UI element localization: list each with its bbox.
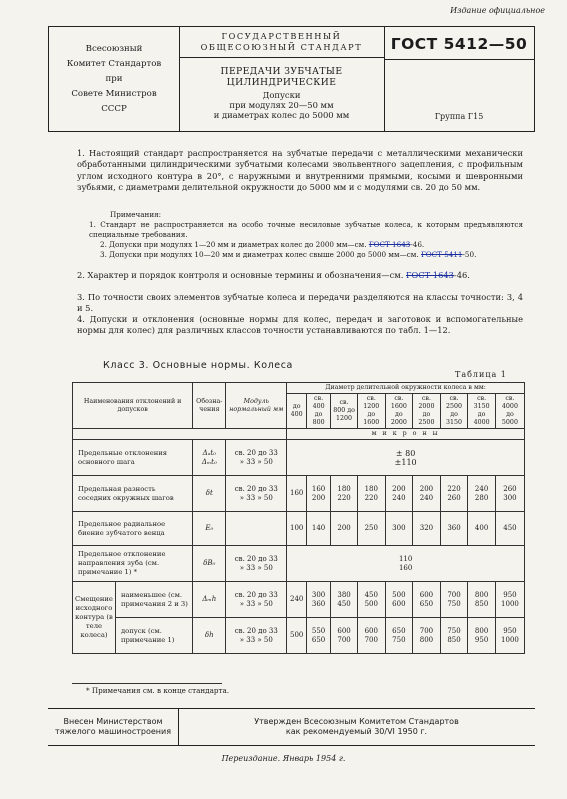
table-row: [73, 512, 525, 546]
units-row: [73, 429, 525, 440]
row-value: 320: [413, 512, 441, 546]
row-symbol: δh: [193, 618, 226, 654]
paragraph-3: 3. По точности своих элементов зубчатые колеса и передачи разделяются на классы точности: 3, 4 и 5.: [77, 292, 523, 314]
row-value: 200 240: [385, 476, 413, 512]
subtitle-line: Допуски: [262, 90, 301, 100]
row-value: 200: [331, 512, 358, 546]
row-value: 450: [495, 512, 524, 546]
row-value: 600 700: [358, 618, 386, 654]
table-row: [73, 618, 525, 654]
footnote-divider: [72, 683, 222, 684]
diameter-col: св. 4000 до 5000: [495, 394, 524, 429]
authority-line: Комитет Стандартов: [66, 58, 162, 69]
tolerance-table: [72, 382, 525, 654]
row-value: 300 360: [307, 582, 331, 618]
document-subtitle: [179, 90, 384, 120]
row-value: 300: [385, 512, 413, 546]
footnote: * Примечания см. в конце стандарта.: [86, 686, 230, 695]
table-header-row: [73, 383, 525, 394]
row-value: 250: [358, 512, 386, 546]
row-symbol: Δₐt₀ Δₘt₀: [193, 440, 226, 476]
subtitle-line: при модулях 20—50 мм: [229, 100, 334, 110]
footer-line: Утвержден Всесоюзным Комитетом Стандартов: [254, 717, 459, 726]
table-label: Таблица 1: [455, 370, 507, 379]
row-module: св. 20 до 33 » 33 » 50: [226, 546, 287, 582]
row-value: 240 280: [468, 476, 496, 512]
footer-line: Внесен Министерством: [63, 717, 163, 726]
diameter-col: св. 800 до 1200: [331, 394, 358, 429]
row-name: допуск (см. примечание 1): [115, 618, 192, 654]
note-3: [100, 250, 523, 260]
row-value: 600 700: [331, 618, 358, 654]
row-value: 160 200: [307, 476, 331, 512]
reprint-note: Переиздание. Январь 1954 г.: [221, 754, 346, 763]
paragraph-2-text: 2. Характер и порядок контроля и основные термины и обозначения—см.: [77, 270, 406, 280]
header-diameter: Диаметр делительной окружности колеса в мм:: [287, 383, 525, 394]
class-title: Класс 3. Основные нормы. Колеса: [103, 360, 293, 371]
row-value: 220 260: [440, 476, 468, 512]
note-3-year: -50.: [462, 250, 477, 259]
edition-label: Издание официальное: [450, 6, 545, 15]
row-value: 700 800: [413, 618, 441, 654]
gost-reference-link[interactable]: ГОСТ 1643: [405, 270, 454, 280]
row-module: св. 20 до 33 » 33 » 50: [226, 582, 287, 618]
row-value: 180 220: [331, 476, 358, 512]
note-2-text: 2. Допуски при модулях 1—20 мм и диаметрах колес до 2000 мм—см.: [100, 240, 369, 249]
table-row: [73, 440, 525, 476]
note-1: 1. Стандарт не распространяется на особо точные несиловые зубчатые колеса, к которым предъявляются специальные требования.: [89, 220, 523, 239]
standard-type: [179, 27, 384, 58]
row-name: Предельная разность соседних окружных шагов: [73, 476, 193, 512]
paragraph-2: [77, 270, 523, 281]
document-header: [48, 26, 535, 132]
units-microns: м и к р о н ы: [287, 429, 525, 440]
row-symbol: E₀: [193, 512, 226, 546]
row-value: 750 850: [440, 618, 468, 654]
row-value: 180 220: [358, 476, 386, 512]
authority-line: СССР: [101, 103, 127, 114]
diameter-col: св. 3150 до 4000: [468, 394, 496, 429]
row-value: 700 750: [440, 582, 468, 618]
row-value: 160: [287, 476, 307, 512]
table-row: [73, 546, 525, 582]
row-name: Предельные отклонения основного шага: [73, 440, 193, 476]
diameter-col: до 400: [287, 394, 307, 429]
footer-line: тяжелого машиностроения: [54, 727, 172, 736]
gost-reference-link[interactable]: ГОСТ 1643: [368, 240, 411, 249]
standard-title-block: [179, 27, 385, 131]
row-value: 950 1000: [495, 582, 524, 618]
gost-reference-link[interactable]: ГОСТ 5411: [420, 250, 463, 259]
note-2: [100, 240, 523, 250]
diameter-col: св. 400 до 800: [307, 394, 331, 429]
row-value: 800 950: [468, 618, 496, 654]
row-value: 260 300: [495, 476, 524, 512]
row-value: 500: [287, 618, 307, 654]
row-name: Предельное отклонение направления зуба (см. примечание 1) *: [73, 546, 193, 582]
row-value: 360: [440, 512, 468, 546]
row-value: 650 750: [385, 618, 413, 654]
note-2-year: -46.: [410, 240, 425, 249]
gost-number: ГОСТ 5412—50: [384, 27, 534, 60]
header-name: Наименования отклонений и допусков: [73, 383, 193, 429]
row-symbol: δt: [193, 476, 226, 512]
header-module: Модуль нормальный мм: [226, 383, 287, 429]
document-title: [179, 66, 384, 88]
row-value: 140: [307, 512, 331, 546]
footer-approved: [178, 709, 535, 745]
diameter-col: св. 1600 до 2000: [385, 394, 413, 429]
row-name: Предельное радиальное биение зубчатого венца: [73, 512, 193, 546]
header-symbol: Обозна-чения: [193, 383, 226, 429]
row-module: [226, 512, 287, 546]
row-value: 600 650: [413, 582, 441, 618]
diameter-col: св. 1200 до 1600: [358, 394, 386, 429]
footer-line: как рекомендуемый 30/VI 1950 г.: [285, 727, 428, 736]
row-value: 400: [468, 512, 496, 546]
standard-type-line: ОБЩЕСОЮЗНЫЙ СТАНДАРТ: [200, 42, 363, 52]
authority-line: при: [105, 73, 123, 84]
diameter-col: св. 2000 до 2500: [413, 394, 441, 429]
notes-title: Примечания:: [110, 210, 162, 219]
row-name: наименьшее (см. примечания 2 и 3): [115, 582, 192, 618]
paragraph-1: 1. Настоящий стандарт распространяется на зубчатые передачи с металлическими механически обработанными цилиндрическими зубчатыми колесами эвольвентного зацепления, с профильным углом исходного контура в 20°, с наружными и внутренними прямыми, косыми и шевронными зубьями, с диаметрами делительной окружности до 5000 мм и с модулями св. 20 до 50 мм.: [77, 148, 523, 193]
row-value: ± 80 ±110: [287, 440, 525, 476]
authority-line: Совете Министров: [71, 88, 157, 99]
row-value: 110 160: [287, 546, 525, 582]
issuing-authority: [49, 27, 180, 131]
row-value: 500 600: [385, 582, 413, 618]
row-value: 800 850: [468, 582, 496, 618]
row-value: 240: [287, 582, 307, 618]
paragraph-2-year: -46.: [453, 270, 470, 280]
diameter-col: св. 2500 до 3150: [440, 394, 468, 429]
footer-submitted: [48, 709, 179, 745]
group-label: Смещение исходного контура (в теле колеса): [73, 582, 116, 654]
row-symbol: Δₘh: [193, 582, 226, 618]
row-module: св. 20 до 33 » 33 » 50: [226, 440, 287, 476]
row-value: 950 1000: [495, 618, 524, 654]
table-row: [73, 582, 525, 618]
authority-line: Всесоюзный: [85, 43, 143, 54]
title-line: ПЕРЕДАЧИ ЗУБЧАТЫЕ: [220, 66, 343, 77]
row-value: 100: [287, 512, 307, 546]
row-value: 450 500: [358, 582, 386, 618]
row-value: 550 650: [307, 618, 331, 654]
standard-type-line: ГОСУДАРСТВЕННЫЙ: [221, 31, 342, 41]
subtitle-line: и диаметрах колес до 5000 мм: [213, 110, 350, 120]
row-module: св. 20 до 33 » 33 » 50: [226, 618, 287, 654]
row-symbol: δB₀: [193, 546, 226, 582]
row-value: 380 450: [331, 582, 358, 618]
note-3-text: 3. Допуски при модулях 10—20 мм и диаметрах колес свыше 2000 до 5000 мм—см.: [100, 250, 421, 259]
row-module: св. 20 до 33 » 33 » 50: [226, 476, 287, 512]
title-line: ЦИЛИНДРИЧЕСКИЕ: [226, 77, 337, 88]
document-footer: [48, 708, 535, 746]
row-value: 200 240: [413, 476, 441, 512]
table-row: [73, 476, 525, 512]
group-code: Группа Г15: [434, 112, 484, 121]
paragraph-4: 4. Допуски и отклонения (основные нормы для колес, передач и заготовок и вспомогательные нормы для колес) для различных классов точности устанавливаются по табл. 1—12.: [77, 314, 523, 336]
standard-number-block: [384, 27, 534, 131]
